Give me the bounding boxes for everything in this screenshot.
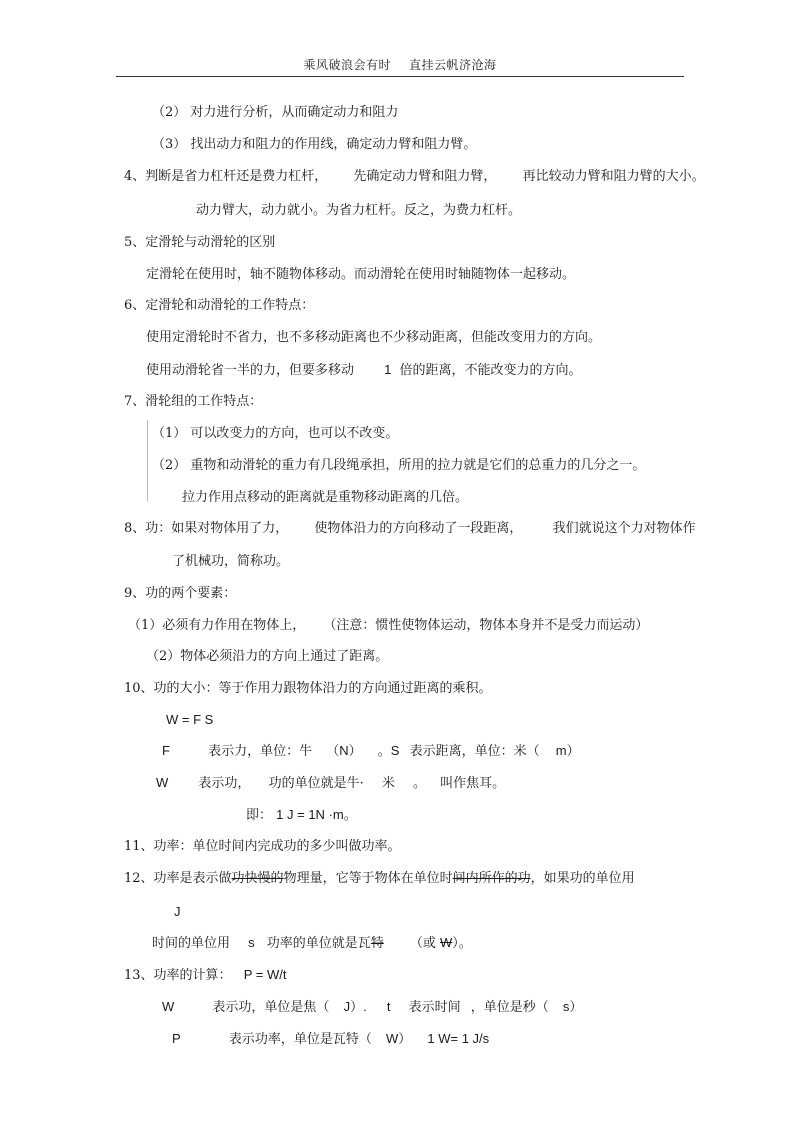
- text-line: J: [174, 904, 181, 919]
- section-heading: 10、功的大小：等于作用力跟物体沿力的方向通过距离的乘积。: [124, 681, 492, 696]
- text-line: （2） 对力进行分析，从而确定动力和阻力: [152, 105, 399, 120]
- text-line: （2）物体必须沿力的方向上通过了距离。: [146, 649, 389, 664]
- text-line: 即： 1 J = 1N ·m。: [246, 807, 357, 823]
- text-line: 使用定滑轮时不省力，也不多移动距离也不少移动距离，但能改变用力的方向。: [146, 330, 602, 345]
- text-line: 动力臂大，动力就小。为省力杠杆。反之，为费力杠杆。: [196, 203, 522, 218]
- section-heading: 5、定滑轮与动滑轮的区别: [124, 235, 276, 250]
- text-line: 时间的单位用 s 功率的单位就是瓦特 （或 W）。: [152, 935, 472, 951]
- text-line: （1）必须有力作用在物体上， （注意：惯性使物体运动，物体本身并不是受力而运动）: [128, 618, 649, 633]
- text-line: 使用动滑轮省一半的力，但要多移动 1 倍的距离，不能改变力的方向。: [146, 362, 582, 378]
- text-line: 定滑轮在使用时，轴不随物体移动。而动滑轮在使用时轴随物体一起移动。: [146, 267, 576, 282]
- text-line: W 表示功，单位是焦（ J）. t 表示时间 ，单位是秒（ s）: [162, 999, 583, 1015]
- section-heading: 9、功的两个要素：: [124, 586, 237, 601]
- text-line: 了机械功，简称功。: [172, 554, 290, 569]
- text-line: 12、功率是表示做功快慢的物理量，它等于物体在单位时间内所作的功，如果功的单位用: [124, 871, 635, 886]
- text-line: W 表示功， 功的单位就是牛· 米 。 叫作焦耳。: [156, 775, 506, 791]
- text-line: F 表示力，单位：牛 （N） 。S 表示距离，单位：米（ m）: [162, 743, 580, 759]
- text-line: 拉力作用点移动的距离就是重物移动距离的几倍。: [182, 490, 469, 505]
- section-heading: 7、滑轮组的工作特点：: [124, 394, 263, 409]
- page-header: [0, 56, 800, 73]
- text-line: （2） 重物和动滑轮的重力有几段绳承担，所用的拉力就是它们的总重力的几分之一。: [152, 458, 646, 473]
- section-heading: 11、功率：单位时间内完成功的多少叫做功率。: [124, 839, 401, 854]
- formula-work: W = F S: [166, 712, 214, 727]
- text-line: P 表示功率，单位是瓦特（ W） 1 W= 1 J/s: [172, 1031, 490, 1047]
- header-rule: [116, 76, 684, 77]
- text-line: 8、功：如果对物体用了力， 使物体沿力的方向移动了一段距离， 我们就说这个力对物体作: [124, 521, 696, 536]
- section-heading: 13、功率的计算： P = W/t: [124, 967, 287, 983]
- text-line: （1） 可以改变力的方向，也可以不改变。: [152, 426, 399, 441]
- section-heading: 6、定滑轮和动滑轮的工作特点：: [124, 298, 315, 313]
- header-left-text: 乘风破浪会有时: [303, 58, 391, 72]
- header-right-text: 直挂云帆济沧海: [409, 58, 497, 72]
- text-line: （3） 找出动力和阻力的作用线，确定动力臂和阻力臂。: [152, 137, 477, 152]
- text-line: 4、判断是省力杠杆还是费力杠杆， 先确定动力臂和阻力臂， 再比较动力臂和阻力臂的大小。: [124, 169, 705, 184]
